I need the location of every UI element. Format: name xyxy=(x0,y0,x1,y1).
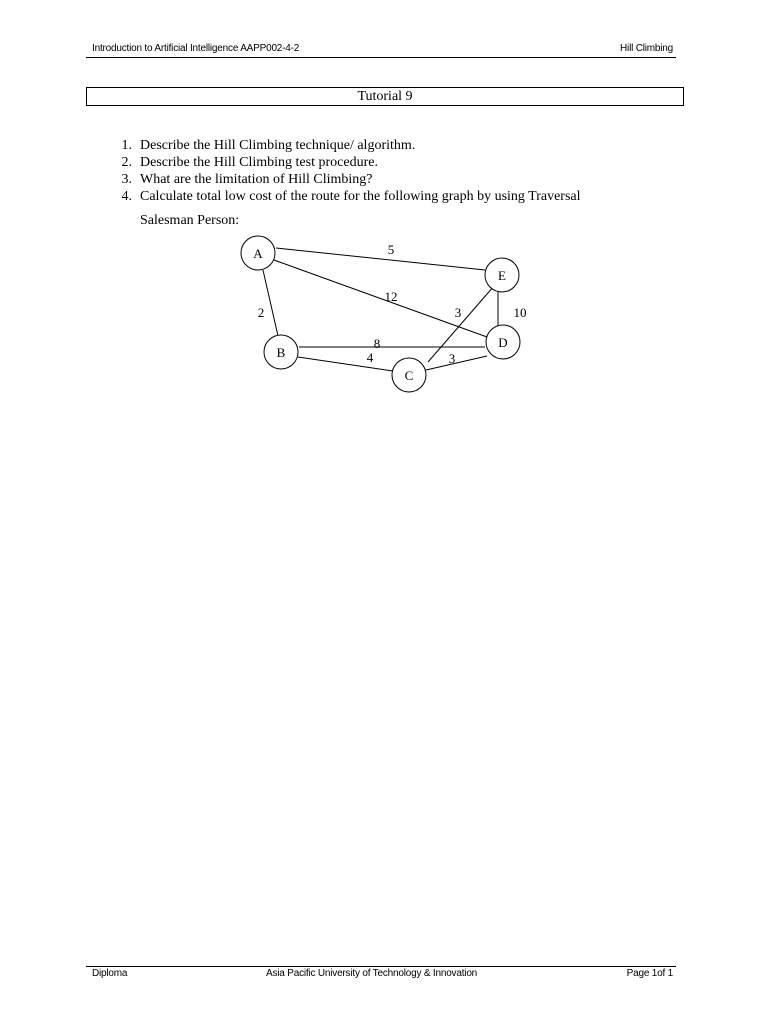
footer-program: Diploma xyxy=(92,968,128,979)
edge-weight-c-e: 3 xyxy=(454,305,462,320)
edge-weight-c-d: 3 xyxy=(448,351,456,366)
graph-edge-b-c xyxy=(298,357,393,371)
question-4-continuation: Salesman Person: xyxy=(140,213,240,228)
header-course-title: Introduction to Artificial Intelligence AAPP002-4-2 xyxy=(92,43,300,54)
question-number: 3. xyxy=(121,172,132,187)
question-text: Describe the Hill Climbing test procedure. xyxy=(140,155,378,170)
edge-weight-b-c: 4 xyxy=(366,350,374,365)
edge-weight-e-d: 10 xyxy=(513,305,527,320)
question-text: Calculate total low cost of the route for the following graph by using Traversal xyxy=(140,189,581,204)
graph-node-label-c: C xyxy=(404,368,414,383)
graph-node-label-d: D xyxy=(498,335,508,350)
header-topic: Hill Climbing xyxy=(620,43,673,54)
footer-institution: Asia Pacific University of Technology & Innovation xyxy=(266,968,478,979)
graph-edge-a-e xyxy=(276,248,485,270)
question-text: Describe the Hill Climbing technique/ algorithm. xyxy=(140,138,416,153)
edge-weight-b-d: 8 xyxy=(373,336,381,351)
edge-weight-a-d: 12 xyxy=(384,289,398,304)
question-number: 2. xyxy=(121,155,132,170)
graph-node-label-a: A xyxy=(253,246,263,261)
graph-edge-a-d xyxy=(274,260,487,337)
graph-edge-c-d xyxy=(426,356,487,370)
edge-weight-a-b: 2 xyxy=(257,305,265,320)
graph-edge-c-e xyxy=(428,286,494,362)
footer-divider xyxy=(86,966,676,967)
question-text: What are the limitation of Hill Climbing? xyxy=(140,172,373,187)
footer-page-number: Page 1of 1 xyxy=(626,968,673,979)
edge-weight-a-e: 5 xyxy=(387,242,395,257)
graph-edge-a-b xyxy=(263,270,278,336)
question-number: 4. xyxy=(121,189,132,204)
page-title: Tutorial 9 xyxy=(86,87,684,106)
graph-node-label-b: B xyxy=(276,345,286,360)
graph-node-label-e: E xyxy=(498,268,506,283)
question-number: 1. xyxy=(121,138,132,153)
